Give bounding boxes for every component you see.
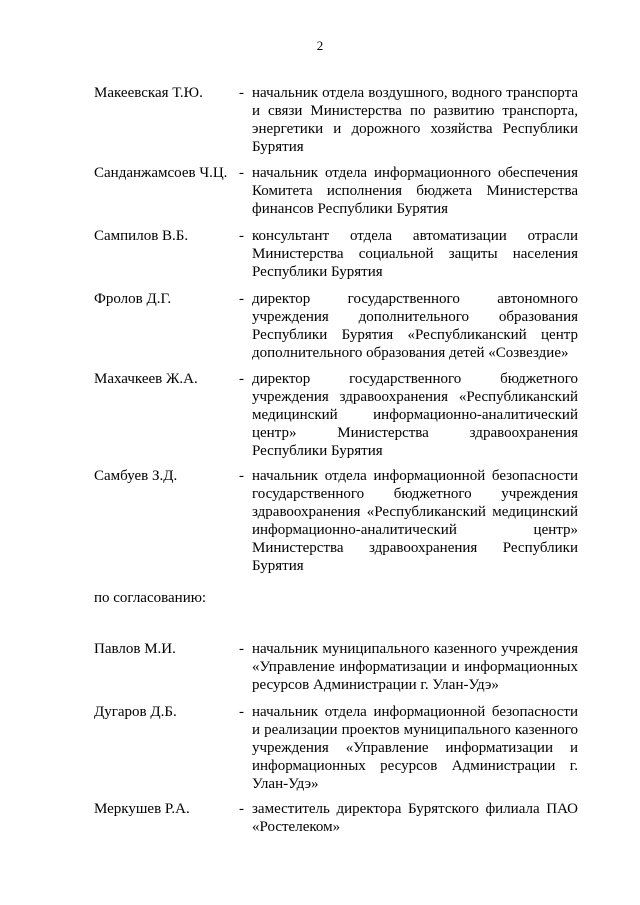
member-name: Махачкеев Ж.А. — [94, 371, 198, 387]
member-dash: - — [239, 371, 244, 387]
member-position: начальник муниципального казенного учреждения «Управление информатизации и информационных ресурсов Администрации г. Улан-Удэ» — [252, 641, 578, 693]
member-position: начальник отдела информационной безопасности и реализации проектов муниципального казенного учреждения «Управление информатизации и информационных ресурсов Администрации г. Улан-Удэ» — [252, 704, 578, 792]
member-position: заместитель директора Бурятского филиала ПАО «Ростелеком» — [252, 801, 578, 835]
member-name: Павлов М.И. — [94, 641, 176, 657]
member-dash: - — [239, 641, 244, 657]
member-position: директор государственного автономного учреждения дополнительного образования Республики Бурятия «Республиканский центр дополнительного образования детей «Созвездие» — [252, 291, 578, 361]
member-dash: - — [239, 85, 244, 101]
member-name: Самбуев З.Д. — [94, 468, 178, 484]
member-name: Санданжамсоев Ч.Ц. — [94, 165, 228, 181]
member-name: Фролов Д.Г. — [94, 291, 172, 307]
member-name: Дугаров Д.Б. — [94, 704, 177, 720]
member-name: Меркушев Р.А. — [94, 801, 190, 817]
member-position: начальник отдела информационной безопасности государственного бюджетного учреждения здравоохранения «Республиканский медицинский информационно-аналитический центр» Министерства здравоохранения Республики Бурятия — [252, 468, 578, 574]
page-number: 2 — [316, 38, 324, 53]
member-name: Макеевская Т.Ю. — [94, 85, 203, 101]
member-dash: - — [239, 291, 244, 307]
member-dash: - — [239, 801, 244, 817]
member-dash: - — [239, 165, 244, 181]
member-position: начальник отдела информационного обеспечения Комитета исполнения бюджета Министерства финансов Республики Бурятия — [252, 165, 578, 217]
member-name: Сампилов В.Б. — [94, 228, 189, 244]
member-dash: - — [239, 468, 244, 484]
member-position: консультант отдела автоматизации отрасли Министерства социальной защиты населения Республики Бурятия — [252, 228, 578, 280]
member-dash: - — [239, 704, 244, 720]
member-position: начальник отдела воздушного, водного транспорта и связи Министерства по развитию транспорта, энергетики и дорожного хозяйства Республики Бурятия — [252, 85, 578, 155]
member-position: директор государственного бюджетного учреждения здравоохранения «Республиканский медицинский информационно-аналитический центр» Министерства здравоохранения Республики Бурятия — [252, 371, 578, 459]
member-dash: - — [239, 228, 244, 244]
section-label: по согласованию: — [94, 590, 207, 606]
